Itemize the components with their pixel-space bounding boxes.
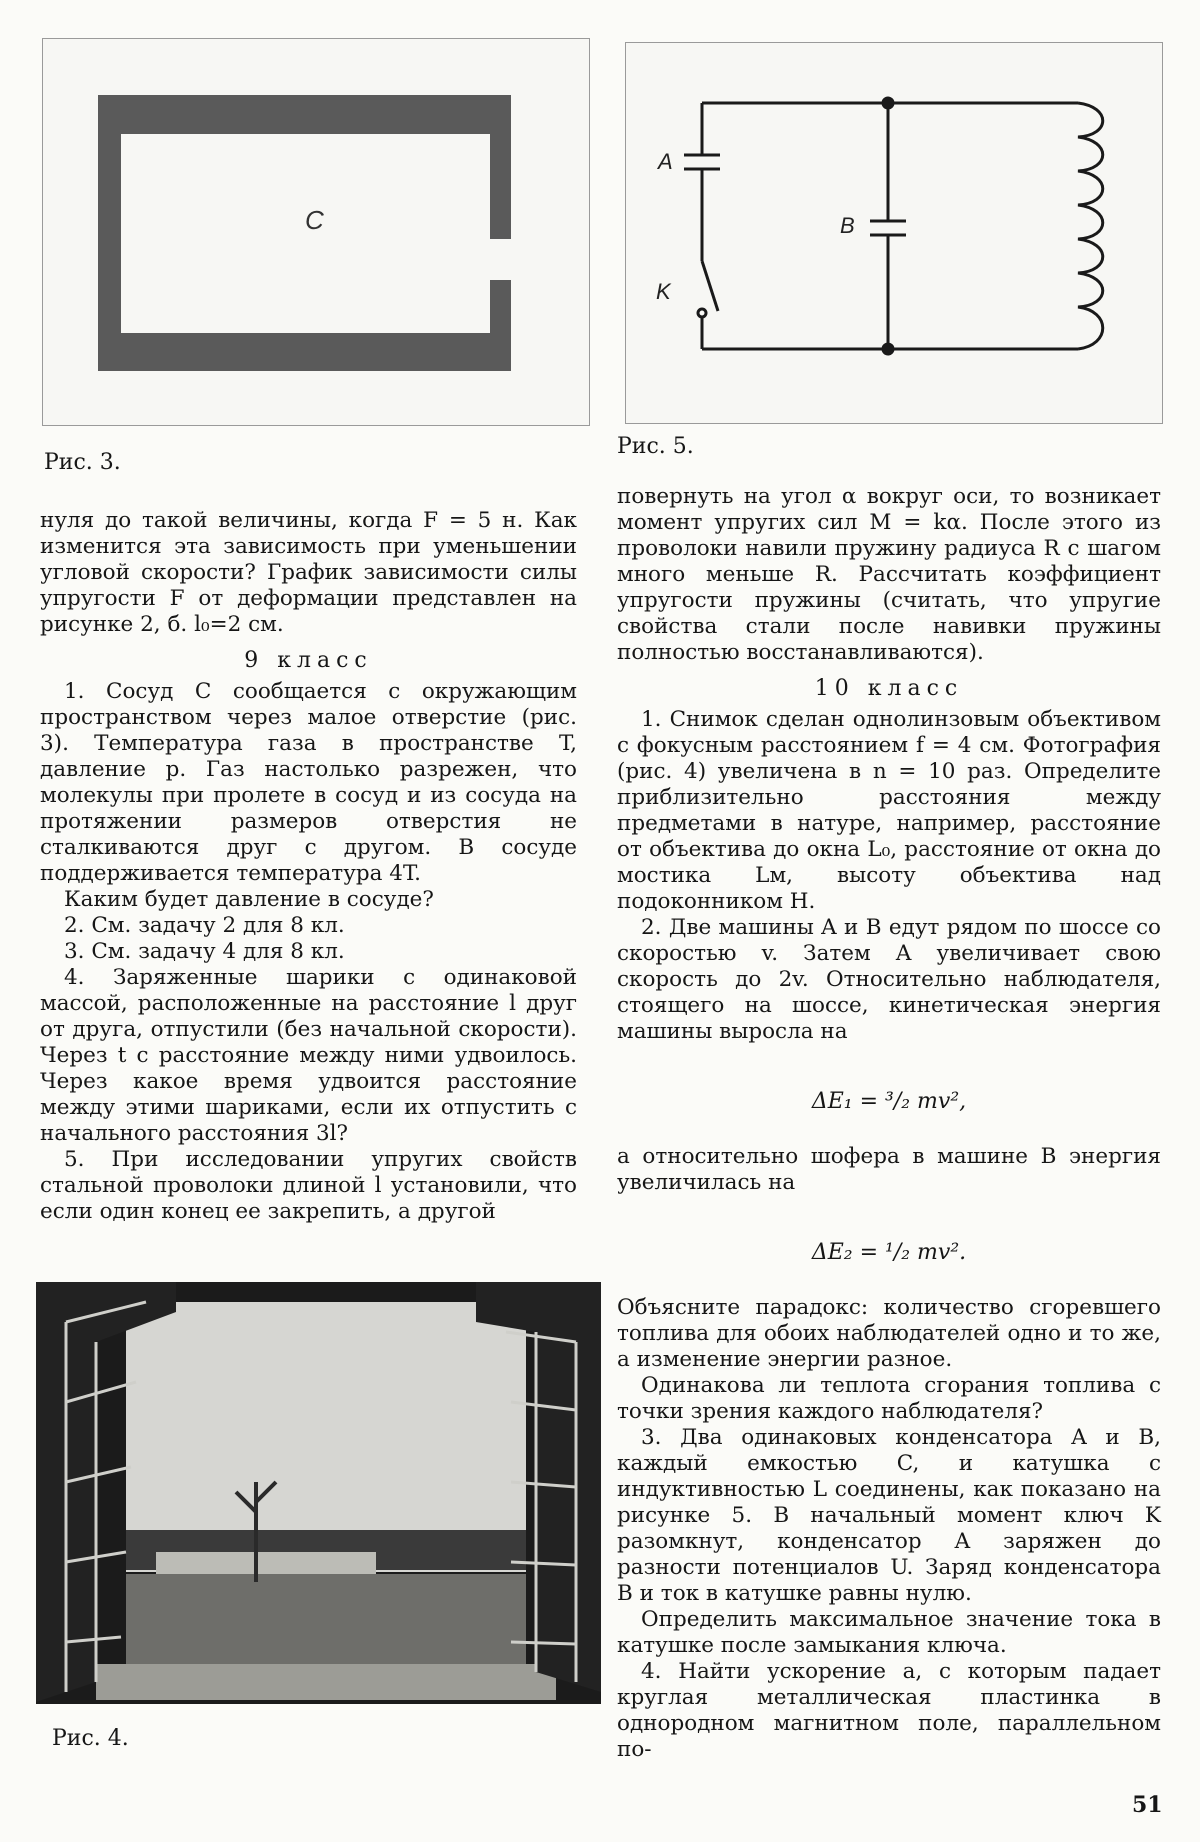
vessel-diagram xyxy=(43,39,589,425)
formula-delta-e1: ΔE₁ = ³/₂ mv², xyxy=(811,1089,967,1114)
problem-9-1-question: Каким будет давление в сосуде? xyxy=(64,887,434,912)
page-number: 51 xyxy=(1132,1792,1163,1818)
circuit-diagram xyxy=(626,43,1162,423)
problem-9-5: 5. При исследовании упругих свойств стальной проволоки длиной l установили, что если один конец ее закрепить, а другой xyxy=(40,1147,577,1224)
right-continuation: повернуть на угол α вокруг оси, то возникает момент упругих сил M = kα. После этого из проволоки навили пружину радиуса R с шагом много меньше R. Рассчитать коэффициент упругости пружины (считать, что упругие свойства стали после навивки пружины полностью восстанавливаются). xyxy=(617,484,1161,665)
problem-9-2: 2. См. задачу 2 для 8 кл. xyxy=(64,913,345,938)
problem-10-3: 3. Два одинаковых конденсатора A и B, каждый емкостью C, и катушка с индуктивностью L соединены, как показано на рисунке 5. В начальный момент ключ K разомкнут, конденсатор A заряжен до разности потенциалов U. Заряд конденсатора B и ток в катушке равны нулю. xyxy=(617,1425,1161,1606)
figure-4-photo xyxy=(36,1282,601,1704)
switch-k-contact xyxy=(698,309,706,317)
problem-10-2-cont: а относительно шофера в машине B энергия увеличилась на xyxy=(617,1144,1161,1195)
window-view-photo xyxy=(36,1282,601,1704)
windowsill xyxy=(96,1664,556,1700)
heading-grade-9: 9 класс xyxy=(244,648,373,673)
node-bottom xyxy=(883,344,893,354)
vessel-label: C xyxy=(305,205,324,235)
problem-10-4: 4. Найти ускорение a, с которым падает круглая металлическая пластинка в однородном магнитном поле, параллельном по- xyxy=(617,1659,1161,1762)
problem-10-3-question: Определить максимальное значение тока в катушке после замыкания ключа. xyxy=(617,1607,1161,1658)
label-k: K xyxy=(656,279,671,304)
right-column xyxy=(617,484,1161,1763)
switch-k xyxy=(702,261,718,311)
figure-5-caption: Рис. 5. xyxy=(617,434,694,459)
node-top xyxy=(883,98,893,108)
label-a: A xyxy=(658,149,673,174)
label-b: B xyxy=(840,213,855,238)
problem-10-2-question: Одинакова ли теплота сгорания топлива с точки зрения каждого наблюдателя? xyxy=(617,1373,1161,1424)
figure-3 xyxy=(42,38,590,426)
water xyxy=(126,1574,526,1664)
inductor-coil xyxy=(1078,103,1103,349)
problem-10-2-paradox: Объясните парадокс: количество сгоревшего топлива для обоих наблюдателей одно и то же, а изменение энергии разное. xyxy=(617,1295,1161,1372)
heading-grade-10: 10 класс xyxy=(814,676,964,701)
problem-9-3: 3. См. задачу 4 для 8 кл. xyxy=(64,939,345,964)
figure-3-caption: Рис. 3. xyxy=(44,450,121,475)
left-column xyxy=(40,508,577,1225)
formula-delta-e2: ΔE₂ = ¹/₂ mv². xyxy=(811,1240,967,1265)
left-continuation: нуля до такой величины, когда F = 5 н. Как изменится эта зависимость при уменьшении угловой скорости? График зависимости силы упругости F от деформации представлен на рисунке 2, б. l₀=2 см. xyxy=(40,508,577,637)
figure-5 xyxy=(625,42,1163,424)
problem-10-2: 2. Две машины A и B едут рядом по шоссе со скоростью v. Затем A увеличивает свою скорость до 2v. Относительно наблюдателя, стоящего на шоссе, кинетическая энергия машины выросла на xyxy=(617,915,1161,1044)
problem-10-1: 1. Снимок сделан однолинзовым объективом с фокусным расстоянием f = 4 см. Фотография (рис. 4) увеличена в n = 10 раз. Определите приблизительно расстояния между предметами в натуре, например, расстояние от объектива до окна L₀, расстояние от окна до мостика Lм, высоту объектива над подоконником H. xyxy=(617,707,1161,914)
figure-4-caption: Рис. 4. xyxy=(52,1726,129,1751)
problem-9-4: 4. Заряженные шарики с одинаковой массой, расположенные на расстояние l друг от друга, отпустили (без начальной скорости). Через t с расстояние между ними удвоилось. Через какое время удвоится расстояние между этими шариками, если их отпустить с начального расстояния 3l? xyxy=(40,965,577,1146)
problem-9-1: 1. Сосуд С сообщается с окружающим пространством через малое отверстие (рис. 3). Температура газа в пространстве T, давление p. Газ настолько разрежен, что молекулы при пролете в сосуд и из сосуда на протяжении размеров отверстия не сталкиваются друг с другом. В сосуде поддерживается температура 4T. xyxy=(40,679,577,886)
